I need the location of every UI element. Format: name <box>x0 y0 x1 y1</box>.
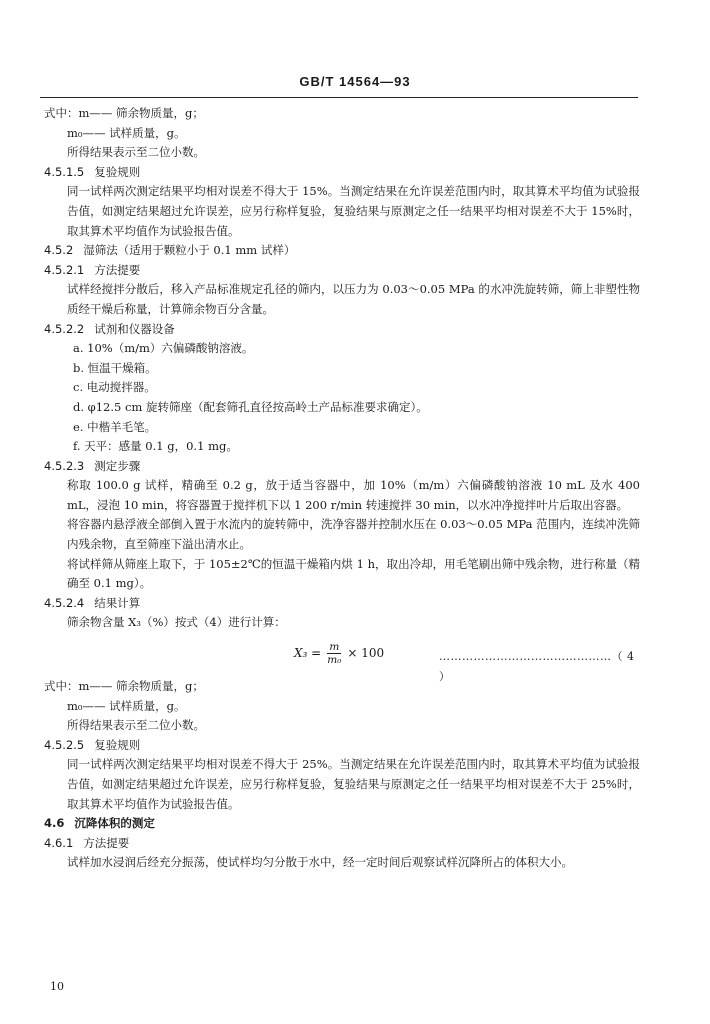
paragraph: 将容器内悬浮液全部倒入置于水流内的旋转筛中，洗净容器并控制水压在 0.03～0.05 MPa 范围内，连续冲洗筛内残余物，直至筛座下溢出清水止。 <box>67 517 640 552</box>
section-title: 测定步骤 <box>94 458 141 473</box>
header-rule <box>40 97 638 98</box>
equation-number: ………………………………………（ 4 ） <box>439 650 635 683</box>
section-number: 4.6 <box>44 816 65 831</box>
paragraph: 同一试样两次测定结果平均相对误差不得大于 15%。当测定结果在允许误差范围内时，取其算术平均值为试验报告值，如测定结果超过允许误差，应另行称样复验，复验结果与原测定之任一结果平均相对误差不大于 15%时，取其算术平均值作为试验报告值。 <box>67 184 640 238</box>
section-heading <box>44 594 640 614</box>
paragraph: 试样加水浸润后经充分振荡，使试样均匀分散于水中，经一定时间后观察试样沉降所占的体积大小。 <box>67 855 573 870</box>
formula-numerator: m <box>329 641 340 654</box>
section-heading <box>44 814 640 834</box>
section-title: 复验规则 <box>94 737 141 752</box>
text-line: e. 中楷羊毛笔。 <box>73 419 157 434</box>
text-line: f. 天平：感量 0.1 g，0.1 mg。 <box>73 439 238 454</box>
page-header: GB/T 14564—93 <box>299 74 411 89</box>
section-heading <box>44 163 640 183</box>
text-line: m₀—— 试样质量，g。 <box>67 125 186 140</box>
section-number: 4.5.1.5 <box>44 164 85 179</box>
section-number: 4.5.2 <box>44 243 74 258</box>
page-number: 10 <box>50 980 64 993</box>
section-title: 方法提要 <box>83 835 130 850</box>
section-heading <box>44 457 640 477</box>
formula-rhs: × 100 <box>347 645 385 660</box>
text-line: 所得结果表示至二位小数。 <box>67 145 205 160</box>
section-number: 4.5.2.1 <box>44 262 85 277</box>
formula-4 <box>44 633 640 683</box>
section-heading <box>44 736 640 756</box>
text-line: b. 恒温干燥箱。 <box>73 360 157 375</box>
section-title: 湿筛法（适用于颗粒小于 0.1 mm 试样） <box>83 243 296 258</box>
text-line: 式中：m—— 筛余物质量，g； <box>44 106 204 120</box>
section-title: 沉降体积的测定 <box>74 816 155 831</box>
formula-fraction <box>327 641 341 666</box>
section-title: 方法提要 <box>94 262 141 277</box>
text-block-lower <box>44 677 640 873</box>
text-line: 式中：m—— 筛余物质量，g； <box>44 679 204 694</box>
text-line: a. 10%（m/m）六偏磷酸钠溶液。 <box>73 341 254 356</box>
text-block-upper <box>44 104 640 633</box>
paragraph: 将试样筛从筛座上取下，于 105±2℃的恒温干燥箱内烘 1 h，取出冷却，用毛笔刷出筛中残余物，进行称量（精确至 0.1 mg）。 <box>67 556 640 591</box>
text-line: 所得结果表示至二位小数。 <box>67 718 205 733</box>
section-title: 结果计算 <box>94 595 141 610</box>
formula-expression <box>294 641 384 666</box>
section-number: 4.6.1 <box>44 835 74 850</box>
text-line: d. φ12.5 cm 旋转筛座（配套筛孔直径按高岭土产品标准要求确定）。 <box>73 399 428 414</box>
text-line: m₀—— 试样质量，g。 <box>67 698 186 713</box>
section-heading <box>44 320 640 340</box>
paragraph: 试样经搅拌分散后，移入产品标准规定孔径的筛内，以压力为 0.03～0.05 MPa 的水冲洗旋转筛，筛上非塑性物质经干燥后称量，计算筛余物百分含量。 <box>67 282 640 316</box>
section-heading <box>44 834 640 854</box>
section-heading <box>44 241 640 261</box>
paragraph: 称取 100.0 g 试样，精确至 0.2 g，放于适当容器中，加 10%（m/m）六偏磷酸钠溶液 10 mL 及水 400 mL，浸泡 10 min，将容器置于搅拌机下以 1 200 r/min 转速搅拌 30 min，以水冲净搅拌叶片后取出容器。 <box>67 478 640 512</box>
formula-denominator: m₀ <box>327 654 342 667</box>
section-title: 复验规则 <box>94 164 141 179</box>
document-body <box>44 104 640 873</box>
section-number: 4.5.2.3 <box>44 458 85 473</box>
section-number: 4.5.2.5 <box>44 737 85 752</box>
text-line: 筛余物含量 X₃（%）按式（4）进行计算： <box>67 615 286 630</box>
section-number: 4.5.2.4 <box>44 595 85 610</box>
section-number: 4.5.2.2 <box>44 321 85 336</box>
section-heading <box>44 261 640 281</box>
text-line: c. 电动搅拌器。 <box>73 380 156 395</box>
formula-lhs: X₃ = <box>294 645 322 660</box>
section-title: 试剂和仪器设备 <box>94 321 175 336</box>
paragraph: 同一试样两次测定结果平均相对误差不得大于 25%。当测定结果在允许误差范围内时，取其算术平均值为试验报告值，如测定结果超过允许误差，应另行称样复验，复验结果与原测定之任一结果平均相对误差不大于 25%时，取其算术平均值作为试验报告值。 <box>67 757 640 811</box>
